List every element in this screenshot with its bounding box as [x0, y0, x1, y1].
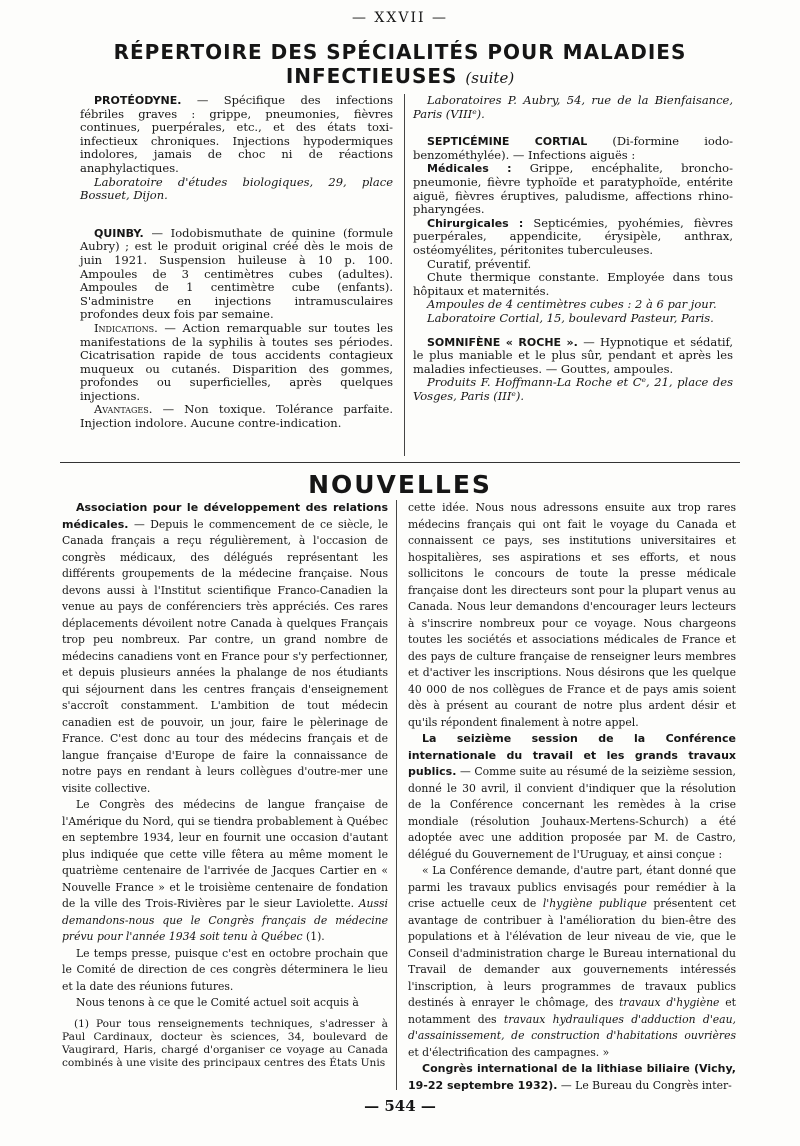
- association-text: — Depuis le commencement de ce siècle, le Canada français a reçu régulièrement, à l'occasion de congrès médicaux, des délégués représentant les différents groupements de la médecine française. Nous devons aussi à l'Institut scientifique Franco-Canadien la venue au pays de conférenciers très appréciés. Ces rares déplacements dévoilent notre Canada à quelques Français trop peu nombreux. Par contre, un grand nombre de médecins canadiens vont en France pour s'y perfectionner, et depuis plusieurs années la phalange de nos étudiants qui séjournent dans les centres français d'enseignement s'accroît constamment. L'ambition de tout médecin canadien est de pouvoir, un jour, faire le pèlerinage de France. C'est donc au tour des médecins français et de langue française d'Europe de faire la connaissance de notre pays en rendant à leurs collègues d'outre-mer une visite collective.: [62, 517, 388, 795]
- septicemine-curatif: Curatif, préventif.: [427, 256, 532, 271]
- quinby-indications: [80, 322, 393, 404]
- column-divider: [404, 94, 405, 456]
- nouvelles-right-column: [408, 500, 736, 1094]
- resolution-f: travaux hydrauliques d'adduction d'eau, d'assainissement, de construction d'habitations ouvrières: [408, 1012, 736, 1042]
- entry-septicemine: [413, 135, 733, 162]
- association-title: Association pour le développement des relations médicales.: [62, 501, 388, 531]
- congres-paragraph: [62, 797, 388, 946]
- avantages-label: Avantages.: [94, 402, 153, 417]
- chirurgicales-text: Septicémies, pyohémies, fièvres puerpérales, appendicite, érysipèle, anthrax, ostéomyélites, péritonites tuberculeuses.: [413, 215, 734, 257]
- resolution-paragraph: [408, 863, 736, 1061]
- lithiase-paragraph: [408, 1061, 736, 1094]
- product-name: SEPTICÉMINE CORTIAL: [427, 135, 588, 149]
- quinby-lab: Laboratoires P. Aubry, 54, rue de la Bienfaisance, Paris (VIIIᵉ).: [413, 93, 733, 121]
- product-name: SOMNIFÈNE « ROCHE ».: [427, 335, 578, 349]
- product-lab: Laboratoire d'études biologiques, 29, place Bossuet, Dijon.: [80, 174, 393, 203]
- septicemine-ampoules: Ampoules de 4 centimètres cubes : 2 à 6 par jour.: [427, 297, 717, 312]
- lithiase-title: Congrès international de la lithiase biliaire (Vichy, 19-22 septembre 1932).: [408, 1062, 736, 1092]
- repertoire-title: [40, 40, 760, 90]
- medicales-text: Grippe, encéphalite, broncho-pneumonie, fièvre typhoïde et paratyphoïde, entérite aiguë, fièvres éruptives, paludisme, affections rhino-pharyngées.: [413, 161, 733, 217]
- indications-label: Indications.: [94, 320, 158, 335]
- medicales-label: Médicales :: [427, 162, 512, 176]
- entry-somnifene: [413, 336, 733, 377]
- product-text: (Di-formine iodo-benzométhylée). — Infections aiguës :: [413, 134, 734, 162]
- somnifene-lab: Produits F. Hoffmann-La Roche et Cᵉ, 21, place des Vosges, Paris (IIIᵉ).: [413, 375, 733, 403]
- congres-italic: Aussi demandons-nous que le Congrès français de médecine prévu pour l'année 1934 soit tenu à Québec: [62, 897, 389, 943]
- repertoire-left-column: [80, 94, 393, 431]
- resolution-d: travaux d'hygiène: [619, 996, 720, 1009]
- column-divider: [396, 500, 397, 1090]
- temps-paragraph: Le temps presse, puisque c'est en octobre prochain que le Comité de direction de ces congrès déterminera le lieu et la date des réunions futures.: [62, 946, 388, 993]
- septicemine-medicales: [413, 162, 733, 216]
- indications-text: — Action remarquable sur toutes les manifestations de la syphilis à toutes ses périodes. Cicatrisation rapide de tous accidents contagieux muqueux ou cutanés. Disparition des gommes, profondes ou superficielles, après quelques injections.: [80, 320, 393, 403]
- association-paragraph: [62, 500, 388, 797]
- resolution-e: et notamment des: [408, 996, 736, 1026]
- nouvelles-heading: NOUVELLES: [308, 470, 492, 499]
- septicemine-chirurgicales: [413, 217, 733, 258]
- repertoire-title-main: RÉPERTOIRE DES SPÉCIALITÉS POUR MALADIES INFECTIEUSES: [113, 40, 687, 88]
- product-name: QUINBY.: [94, 226, 144, 240]
- product-text: — Hypnotique et sédatif, le plus maniable et le plus sûr, pendant et après les maladies infectieuses. — Gouttes, ampoules.: [413, 334, 733, 376]
- entry-proteodyne: [80, 94, 393, 176]
- chirurgicales-label: Chirurgicales :: [427, 216, 524, 230]
- resolution-b: l'hygiène publique: [542, 897, 647, 910]
- resolution-c: présentent cet avantage de contribuer à l'amélioration du bien-être des populations et à l'élévation de leur niveau de vie, que le Conseil d'administration charge le Bureau international du Travail de demander aux gouvernements intéressés l'inscription, à leurs programmes de travaux publics destinés à enrayer le chômage, des: [408, 897, 736, 1009]
- resolution-a: « La Conférence demande, d'autre part, étant donné que parmi les travaux publics envisagés pour remédier à la crise actuelle ceux de: [408, 864, 736, 910]
- septicemine-chute: Chute thermique constante. Employée dans tous hôpitaux et maternités.: [413, 270, 733, 298]
- lithiase-text: — Le Bureau du Congrès inter-: [560, 1078, 732, 1092]
- page-number: — XXVII —: [351, 10, 448, 26]
- comite-paragraph: Nous tenons à ce que le Comité actuel soit acquis à: [76, 996, 359, 1009]
- resolution-g: et d'électrification des campagnes. »: [408, 1045, 610, 1059]
- repertoire-title-suite: (suite): [465, 69, 515, 87]
- repertoire-right-column: [413, 94, 733, 403]
- conference-title: La seizième session de la Conférence internationale du travail et les grands travaux publics.: [408, 732, 736, 778]
- footnote-ref: (1).: [305, 930, 325, 943]
- idee-paragraph: cette idée. Nous nous adressons ensuite aux trop rares médecins français qui ont fait le voyage du Canada et connaissent ce pays, ses institutions universitaires et hospitalières, ses aspirations et ses efforts, et nous sollicitons le concours de toute la presse médicale française dont les directeurs sont pour la plupart venus au Canada. Nous leur demandons d'encourager leurs lecteurs à s'inscrire nombreux pour ce voyage. Nous chargeons toutes les sociétés et associations médicales de France et des pays de culture française de renseigner leurs membres et d'activer les inscriptions. Nous désirons que les quelque 40 000 de nos collègues de France et de pays amis soient dès à présent au courant de notre plus ardent désir et qu'ils répondent finalement à notre appel.: [408, 501, 736, 729]
- section-rule: [60, 462, 740, 463]
- product-text: — Iodobismuthate de quinine (formule Aubry) ; est le produit original créé dès le mois de juin 1921. Suspension huileuse à 10 p. 100. Ampoules de 3 centimètres cubes (adultes). Ampoules de 1 centimètre cube (enfants). S'administre en injections intramusculaires profondes deux fois par semaine.: [80, 225, 394, 322]
- product-name: PROTÉODYNE.: [94, 94, 182, 107]
- congres-text: Le Congrès des médecins de langue française de l'Amérique du Nord, qui se tiendra probablement à Québec en septembre 1934, leur en fournit une occasion d'autant plus indiquée que cette ville fêtera au même moment le quatrième centenaire de l'arrivée de Jacques Cartier en « Nouvelle France » et le troisième centenaire de fondation de la ville des Trois-Rivières par le sieur Laviolette.: [62, 798, 388, 910]
- product-text: — Spécifique des infections fébriles graves : grippe, pneumonies, fièvres continues, puerpérales, etc., et des états toxi-infectieux chroniques. Injections hypodermiques indolores, jamais de choc ni de réactions anaphylactiques.: [80, 93, 394, 175]
- page-folio: — 544 —: [364, 1097, 436, 1115]
- quinby-avantages: [80, 403, 393, 430]
- nouvelles-left-column: [62, 500, 388, 1070]
- avantages-text: — Non toxique. Tolérance parfaite. Injection indolore. Aucune contre-indication.: [80, 402, 394, 431]
- conference-paragraph: [408, 731, 736, 863]
- footnote: (1) Pour tous renseignements techniques, s'adresser à Paul Cardinaux, docteur ès sciences, 34, boulevard de Vaugirard, Haris, chargé d'organiser ce voyage au Canada combinés à une visite des principaux centres des États Unis: [62, 1017, 388, 1069]
- conference-text: — Comme suite au résumé de la seizième session, donné le 30 avril, il convient d'indiquer que la résolution de la Conférence concernant les remèdes à la crise mondiale (résolution Jouhaux-Mertens-Schurch) a été adoptée avec une addition proposée par M. de Castro, délégué du Gouvernement de l'Uruguay, et ainsi conçue :: [408, 765, 736, 861]
- septicemine-lab: Laboratoire Cortial, 15, boulevard Pasteur, Paris.: [427, 310, 714, 325]
- entry-quinby: [80, 227, 393, 322]
